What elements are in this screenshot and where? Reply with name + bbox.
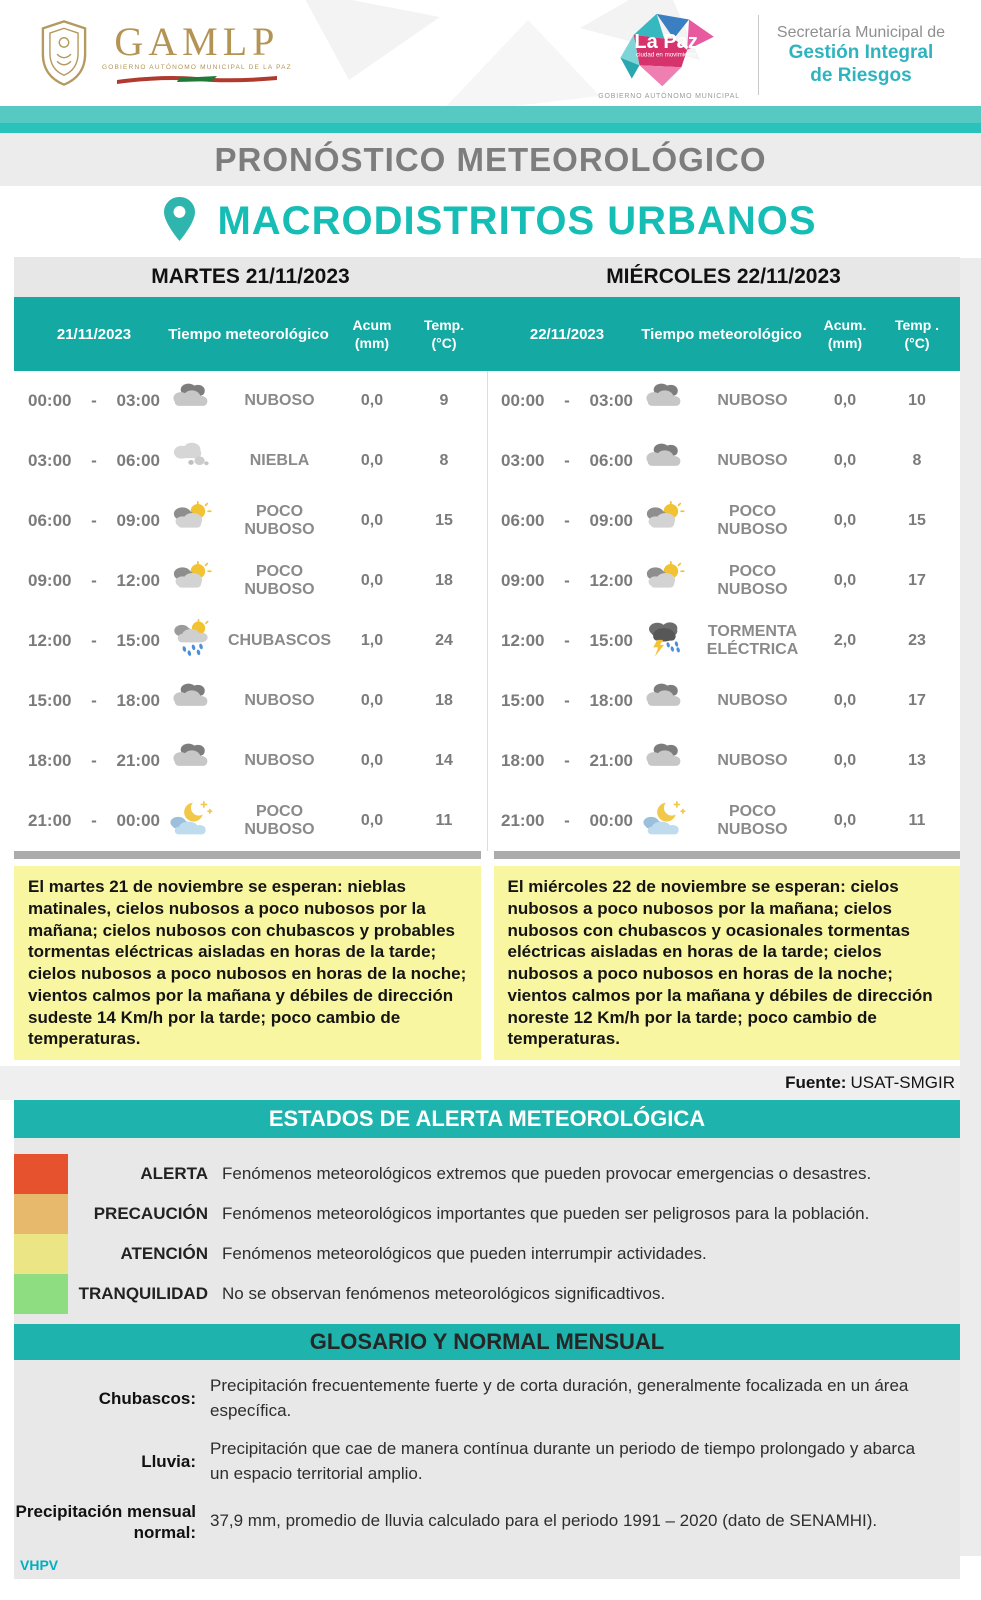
precipitation-value: 1,0 — [360, 632, 384, 649]
day-title-band — [14, 257, 960, 297]
clouds-icon — [640, 679, 688, 724]
header-decoration — [300, 0, 440, 80]
alert-color-swatch — [14, 1194, 68, 1234]
weather-description: POCO NUBOSO — [717, 502, 788, 538]
lapaz-tagline: ciudad en movimiento — [636, 51, 697, 59]
alert-levels — [14, 1138, 960, 1324]
glossary-definition: 37,9 mm, promedio de lluvia calculado para el periodo 1991 – 2020 (dato de SENAMHI). — [210, 1511, 878, 1531]
weather-description: NUBOSO — [717, 691, 788, 709]
secretariat-line1: Secretaría Municipal de — [776, 23, 945, 41]
summary-tuesday: El martes 21 de noviembre se esperan: nieblas matinales, cielos nubosos a poco nubosos por la mañana; cielos nubosos con chubascos y probables tormentas eléctricas aisladas en horas de la tarde; cielos nubosos a poco nubosos en horas de la noche; vientos calmos por la mañana y débiles de dirección sudeste 14 Km/h por la tarde; poco cambio de temperaturas. — [14, 866, 481, 1060]
temperature-value: 9 — [439, 392, 449, 409]
column-date: 22/11/2023 — [529, 325, 605, 343]
weather-description: POCO NUBOSO — [244, 502, 315, 538]
forecast-row — [14, 371, 487, 431]
sun-clouds-icon — [640, 499, 688, 544]
precipitation-value: 0,0 — [360, 812, 384, 829]
precipitation-value: 0,0 — [833, 512, 857, 529]
forecast-row — [487, 431, 960, 491]
column-weather: Tiempo meteorológico — [641, 325, 802, 343]
storm-icon — [640, 619, 688, 664]
temperature-value: 15 — [435, 512, 453, 529]
alert-level-row — [14, 1274, 960, 1314]
temperature-value: 8 — [439, 452, 449, 469]
weather-description: TORMENTA ELÉCTRICA — [706, 622, 799, 658]
sun-rain-icon — [167, 619, 215, 664]
glossary-entries — [14, 1360, 960, 1579]
weather-description: POCO NUBOSO — [244, 802, 315, 838]
column-temp: Temp. (°C) — [423, 316, 465, 351]
forecast-row — [487, 371, 960, 431]
weather-description: POCO NUBOSO — [717, 562, 788, 598]
glossary-definition: Precipitación que cae de manera contínua durante un periodo de tiempo prolongado y abarca un espacio territorial amplio. — [210, 1439, 916, 1483]
glossary-definition: Precipitación frecuentemente fuerte y de corta duración, generalmente focalizada en un área específica. — [210, 1376, 909, 1420]
page-right-gutter — [960, 258, 981, 1556]
temperature-value: 18 — [435, 572, 453, 589]
temperature-value: 11 — [435, 812, 453, 829]
column-date: 21/11/2023 — [56, 325, 132, 343]
alert-level-description: Fenómenos meteorológicos importantes que pueden ser peligrosos para la población. — [222, 1204, 870, 1223]
time-range: 06:00 - 09:00 — [28, 511, 160, 530]
lapaz-gov-label: GOBIERNO AUTÓNOMO MUNICIPAL — [598, 93, 740, 100]
weather-description: NUBOSO — [244, 391, 315, 409]
forecast-row — [14, 611, 487, 671]
column-acum: Acum (mm) — [352, 316, 392, 351]
precipitation-value: 0,0 — [360, 752, 384, 769]
fog-icon — [167, 439, 215, 484]
teal-band-bright — [0, 123, 981, 133]
precipitation-value: 0,0 — [360, 692, 384, 709]
header-divider — [758, 15, 759, 95]
temperature-value: 24 — [435, 632, 453, 649]
gamlp-logo — [38, 19, 292, 92]
alert-level-label: ALERTA — [140, 1164, 208, 1183]
temperature-value: 13 — [908, 752, 926, 769]
alert-level-label: ATENCIÓN — [120, 1244, 208, 1263]
alert-level-row — [14, 1154, 960, 1194]
day-title-tuesday: MARTES 21/11/2023 — [151, 265, 350, 288]
gamlp-ribbon-icon — [117, 71, 277, 89]
forecast-row — [487, 611, 960, 671]
sun-clouds-icon — [167, 559, 215, 604]
precipitation-value: 0,0 — [360, 392, 384, 409]
temperature-value: 17 — [908, 692, 926, 709]
alert-level-row — [14, 1194, 960, 1234]
header-decoration — [420, 20, 600, 106]
teal-band-light — [0, 106, 981, 123]
table-end-bars — [14, 851, 960, 859]
sun-clouds-icon — [167, 499, 215, 544]
source-line — [0, 1066, 981, 1100]
clouds-icon — [640, 379, 688, 424]
time-range: 12:00 - 15:00 — [28, 631, 160, 650]
precipitation-value: 0,0 — [360, 452, 384, 469]
glossary-section-title: GLOSARIO Y NORMAL MENSUAL — [14, 1324, 960, 1360]
time-range: 09:00 - 12:00 — [501, 571, 633, 590]
time-range: 06:00 - 09:00 — [501, 511, 633, 530]
alert-level-description: No se observan fenómenos meteorológicos significadtivos. — [222, 1284, 666, 1303]
summary-section — [14, 866, 960, 1060]
time-range: 15:00 - 18:00 — [28, 691, 160, 710]
weather-description: NUBOSO — [244, 691, 315, 709]
time-range: 00:00 - 03:00 — [501, 391, 633, 410]
table-center-divider — [487, 371, 488, 851]
forecast-row — [14, 731, 487, 791]
weather-description: POCO NUBOSO — [717, 802, 788, 838]
secretariat-line2: Gestión Integral — [788, 41, 934, 63]
sun-clouds-icon — [640, 559, 688, 604]
temperature-value: 23 — [908, 632, 926, 649]
column-temp: Temp . (°C) — [894, 316, 940, 351]
precipitation-value: 0,0 — [833, 572, 857, 589]
temperature-value: 15 — [908, 512, 926, 529]
day-title-wednesday: MIÉRCOLES 22/11/2023 — [606, 265, 841, 288]
time-range: 18:00 - 21:00 — [501, 751, 633, 770]
precipitation-value: 2,0 — [833, 632, 857, 649]
gamlp-shield-icon — [38, 19, 90, 92]
weather-description: POCO NUBOSO — [244, 562, 315, 598]
page-title: PRONÓSTICO METEOROLÓGICO — [0, 133, 981, 186]
table-column-headers — [14, 297, 960, 371]
time-range: 03:00 - 06:00 — [501, 451, 633, 470]
alert-level-row — [14, 1234, 960, 1274]
summary-wednesday: El miércoles 22 de noviembre se esperan: cielos nubosos a poco nubosos por la mañana; cielos nubosos con chubascos y ocasionales tormentas eléctricas aisladas en horas de la tarde; cielos nubosos a poco nubosos en horas de la noche; vientos calmos por la mañana y débiles de dirección noreste 12 Km/h por la tarde; poco cambio de temperaturas. — [494, 866, 961, 1060]
forecast-row — [14, 491, 487, 551]
lapaz-mosaic-icon — [606, 10, 732, 92]
forecast-row — [487, 731, 960, 791]
moon-clouds-icon — [167, 799, 215, 844]
gamlp-subtitle: GOBIERNO AUTÓNOMO MUNICIPAL DE LA PAZ — [102, 63, 292, 71]
forecast-row — [14, 431, 487, 491]
lapaz-name: La Paz — [634, 31, 698, 54]
time-range: 18:00 - 21:00 — [28, 751, 160, 770]
precipitation-value: 0,0 — [833, 812, 857, 829]
time-range: 03:00 - 06:00 — [28, 451, 160, 470]
column-weather: Tiempo meteorológico — [168, 325, 329, 343]
alert-level-label: TRANQUILIDAD — [78, 1284, 208, 1303]
temperature-value: 14 — [435, 752, 453, 769]
forecast-section — [14, 257, 960, 859]
forecast-row — [487, 671, 960, 731]
precipitation-value: 0,0 — [833, 692, 857, 709]
weather-description: NUBOSO — [717, 751, 788, 769]
weather-description: NUBOSO — [717, 391, 788, 409]
lapaz-brand-block — [598, 10, 951, 100]
lapaz-logo — [598, 10, 740, 100]
clouds-icon — [167, 739, 215, 784]
forecast-row — [487, 491, 960, 551]
weather-description: CHUBASCOS — [227, 631, 332, 649]
alert-section-title: ESTADOS DE ALERTA METEOROLÓGICA — [14, 1100, 960, 1138]
glossary-row — [14, 1501, 960, 1544]
alert-color-swatch — [14, 1154, 68, 1194]
location-title-row — [0, 186, 981, 257]
alert-color-swatch — [14, 1234, 68, 1274]
alert-level-label: PRECAUCIÓN — [93, 1204, 208, 1223]
secretariat-block — [777, 23, 951, 88]
temperature-value: 11 — [908, 812, 926, 829]
glossary-row — [14, 1437, 960, 1486]
precipitation-value: 0,0 — [833, 392, 857, 409]
secretariat-line3: de Riesgos — [810, 64, 912, 86]
alert-level-description: Fenómenos meteorológicos que pueden interrumpir actividades. — [222, 1244, 707, 1263]
clouds-icon — [640, 739, 688, 784]
precipitation-value: 0,0 — [360, 572, 384, 589]
time-range: 21:00 - 00:00 — [28, 811, 160, 830]
time-range: 21:00 - 00:00 — [501, 811, 633, 830]
source-label: Fuente: — [785, 1073, 847, 1092]
time-range: 09:00 - 12:00 — [28, 571, 160, 590]
weather-description: NIEBLA — [249, 451, 310, 469]
moon-clouds-icon — [640, 799, 688, 844]
forecast-tables — [14, 371, 960, 851]
alert-level-description: Fenómenos meteorológicos extremos que pueden provocar emergencias o desastres. — [222, 1164, 872, 1183]
temperature-value: 17 — [908, 572, 926, 589]
forecast-row — [14, 671, 487, 731]
column-acum: Acum. (mm) — [823, 316, 867, 351]
time-range: 15:00 - 18:00 — [501, 691, 633, 710]
glossary-term: Lluvia: — [141, 1452, 196, 1472]
glossary-row — [14, 1374, 960, 1423]
temperature-value: 8 — [912, 452, 922, 469]
forecast-row — [14, 551, 487, 611]
time-range: 12:00 - 15:00 — [501, 631, 633, 650]
gamlp-acronym: GAMLP — [114, 18, 280, 64]
time-range: 00:00 - 03:00 — [28, 391, 160, 410]
forecast-table-tuesday — [14, 371, 487, 851]
glossary-term: Precipitación mensual normal: — [15, 1501, 196, 1542]
forecast-row — [487, 791, 960, 851]
temperature-value: 18 — [435, 692, 453, 709]
temperature-value: 10 — [908, 392, 926, 409]
alert-color-swatch — [14, 1274, 68, 1314]
clouds-icon — [640, 439, 688, 484]
location-title: MACRODISTRITOS URBANOS — [217, 199, 817, 243]
clouds-icon — [167, 679, 215, 724]
weather-description: NUBOSO — [244, 751, 315, 769]
precipitation-value: 0,0 — [833, 452, 857, 469]
header — [0, 0, 981, 106]
map-pin-icon — [164, 197, 195, 246]
author-initials: VHPV — [20, 1557, 59, 1574]
precipitation-value: 0,0 — [833, 752, 857, 769]
source-value: USAT-SMGIR — [850, 1073, 955, 1092]
glossary-term: Chubascos: — [98, 1389, 196, 1409]
clouds-icon — [167, 379, 215, 424]
precipitation-value: 0,0 — [360, 512, 384, 529]
weather-description: NUBOSO — [717, 451, 788, 469]
forecast-row — [14, 791, 487, 851]
forecast-row — [487, 551, 960, 611]
forecast-table-wednesday — [487, 371, 960, 851]
